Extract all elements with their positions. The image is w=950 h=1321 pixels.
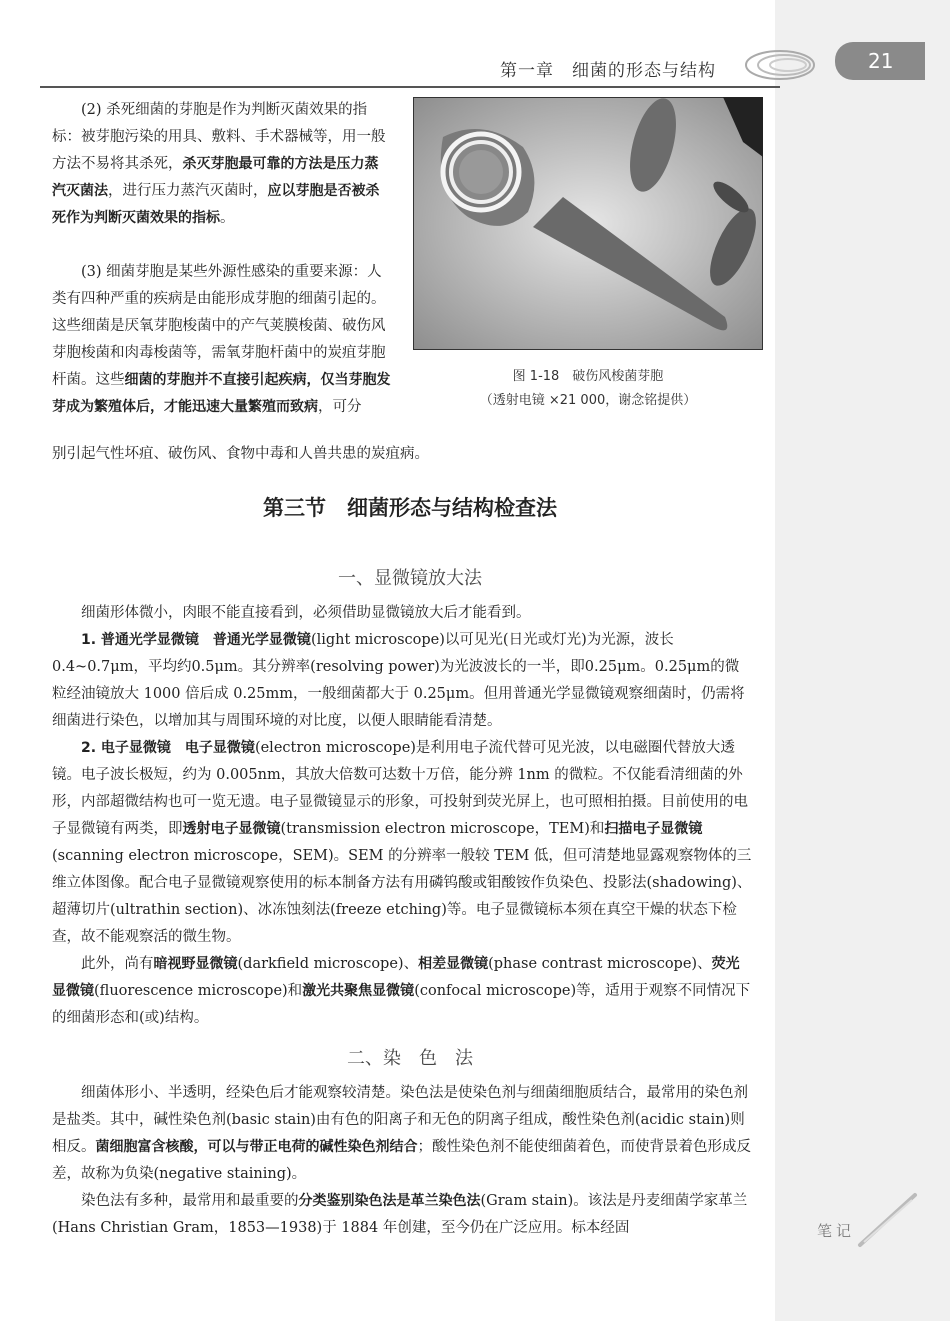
text-run: (light microscope)以可见光(日光或灯光)为光源，波长0.4~0.7μm，平均约0.5μm。其分辨率(resolving power)为光波波长的一半，即0.25μm。0.25μm的微粒经油镜放大 1000 倍后成 0.25mm，一般细菌都大于 0.25μm。但用普通光学显微镜观察细菌时，仍需将细菌进行染色，以增加其与周围环境的对比度，以便人眼睛能看清楚。 [52,632,745,729]
text-run: (darkfield microscope)、 [237,956,419,972]
bold-text-run: 分类鉴别染色法是革兰染色法 [298,1193,481,1209]
text-run: (scanning electron microscope，SEM)。SEM 的分辨率一般较 TEM 低，但可清楚地显露观察物体的三维立体图像。配合电子显微镜观察使用的标本制备方法有用磷钨酸或钼酸铵作负染色、投影法(shadowing)、超薄切片(ultrathin section)、冰冻蚀刻法(freeze etching)等。电子显微镜标本须在真空干燥的状态下检查，故不能观察活的微生物。 [52,848,752,945]
bold-text-run: 1. 普通光学显微镜 普通光学显微镜 [81,632,311,648]
swirl-logo-icon [740,40,830,90]
bold-text-run: 透射电子显微镜 [182,821,281,837]
text-run: 细菌体形小、半透明，经染色后才能观察较清楚。染色法是使染色剂与细菌细胞质结合，最常用的染色剂是盐类。其中，碱性染色剂(basic stain)由有色的阳离子和无色的阴离子组成，酸性染色剂(acidic stain)则相反。 [52,1085,748,1155]
figure-caption [413,365,763,413]
text-run: (electron microscope)是利用电子流代替可见光波，以电磁圈代替放大透镜。电子波长极短，约为 0.005nm，其放大倍数可达数十万倍，能分辨 1nm 的微粒。不仅能看清细菌的外形，内部超微结构也可一览无遗。电子显微镜显示的形象，可投射到荧光屏上，也可照相拍摄。目前使用的电子显微镜有两类，即 [52,740,748,837]
bold-text-run: 荧光显微镜 [52,956,740,999]
notes-margin [775,0,950,1321]
bold-text-run: 相差显微镜 [418,956,489,972]
text-run: ，可分 [318,399,362,415]
caption-source: （透射电镜 ×21 000，谢念铭提供） [479,393,697,408]
chapter-title: 第一章 细菌的形态与结构 [500,61,716,81]
text-run: (phase contrast microscope)、 [488,956,712,972]
paragraph-staining-intro [52,1080,752,1188]
page-number: 21 [868,49,894,73]
text-run: 。 [220,210,235,226]
paragraph-spore-infection [52,259,392,421]
bold-text-run: 2. 电子显微镜 电子显微镜 [81,740,255,756]
paragraph-electron-microscope [52,735,752,951]
notes-label: 笔记 [817,1222,856,1240]
pen-icon [850,1190,920,1250]
text-run: 此外，尚有 [81,956,154,972]
bold-text-run: 杀灭芽胞最可靠的方法是压力蒸汽灭菌法 [52,156,379,199]
bold-text-run: 应以芽胞是否被杀死作为判断灭菌效果的指标 [52,183,380,226]
text-run: 染色法有多种，最常用和最重要的 [81,1193,299,1209]
text-run: (3) 细菌芽胞是某些外源性感染的重要来源：人类有四种严重的疾病是由能形成芽胞的细菌引起的。这些细菌是厌氧芽胞梭菌中的产气荚膜梭菌、破伤风芽胞梭菌和肉毒梭菌等，需氧芽胞杆菌中的炭疽芽胞杆菌。这些 [52,264,386,388]
text-run: 细菌形体微小，肉眼不能直接看到，必须借助显微镜放大后才能看到。 [81,605,531,621]
tetanus-spore-micrograph [413,97,763,350]
bold-text-run: 菌细胞富含核酸，可以与带正电荷的碱性染色剂结合 [95,1139,418,1155]
text-run: (confocal microscope)等，适用于观察不同情况下的细菌形态和(或)结构。 [52,983,751,1026]
header-rule [40,86,780,88]
bold-text-run: 激光共聚焦显微镜 [302,983,415,999]
text-run: (transmission electron microscope，TEM)和 [280,821,605,837]
bold-text-run: 细菌的芽胞并不直接引起疾病，仅当芽胞发芽成为繁殖体后，才能迅速大量繁殖而致病 [52,372,391,415]
paragraph-gram-stain [52,1188,752,1242]
paragraph-microscopy-intro [52,600,752,627]
paragraph-other-microscopes [52,951,752,1032]
paragraph-spore-sterilization [52,97,392,232]
section-title: 第三节 细菌形态与结构检查法 [263,496,557,520]
paragraph-spore-infection-cont: 别引起气性坏疽、破伤风、食物中毒和人兽共患的炭疽病。 [52,446,429,462]
text-run: ；酸性染色剂不能使细菌着色，而使背景着色形成反差，故称为负染(negative staining)。 [52,1139,751,1182]
text-run: (Gram stain)。该法是丹麦细菌学家革兰(Hans Christian Gram，1853—1938)于 1884 年创建，至今仍在广泛应用。标本经固 [52,1193,748,1236]
paragraph-light-microscope [52,627,752,735]
text-run: (2) 杀死细菌的芽胞是作为判断灭菌效果的指标：被芽胞污染的用具、敷料、手术器械等，用一般方法不易将其杀死， [52,102,386,172]
caption-title: 图 1-18 破伤风梭菌芽胞 [512,369,664,384]
bold-text-run: 扫描电子显微镜 [604,821,703,837]
text-run: ，进行压力蒸汽灭菌时， [108,183,268,199]
bold-text-run: 暗视野显微镜 [153,956,238,972]
text-run: (fluorescence microscope)和 [94,983,303,999]
subsection-title-microscopy: 一、显微镜放大法 [338,568,482,589]
subsection-title-staining: 二、染 色 法 [347,1048,473,1069]
